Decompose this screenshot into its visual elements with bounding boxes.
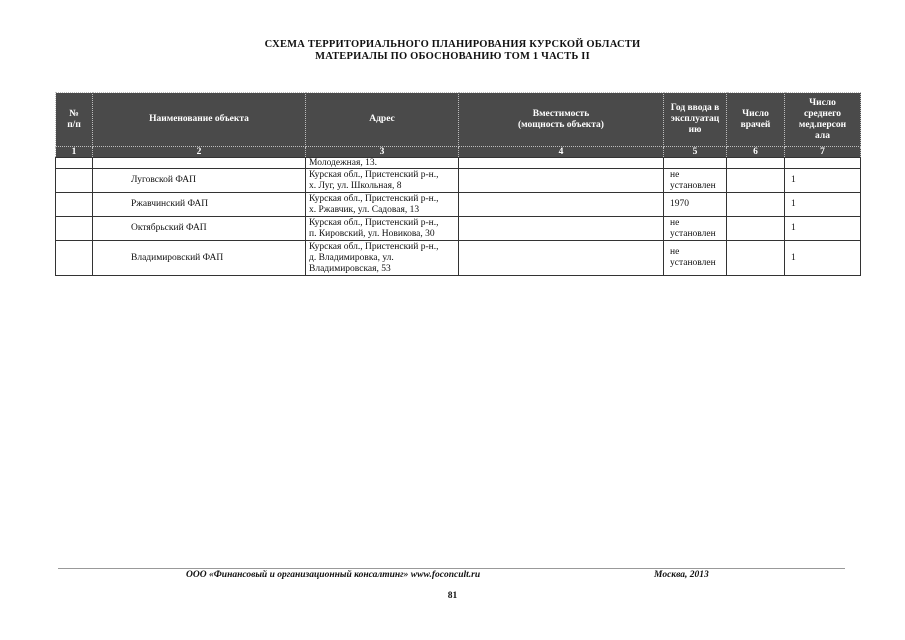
table-row [56,193,861,217]
page-number: 81 [447,591,458,601]
col-header-address: Адрес [306,93,459,147]
cell-medstaff: 1 [785,169,861,193]
cell-address: Молодежная, 13. [306,158,459,169]
cell-address: Курская обл., Пристенский р-н., п. Кировский, ул. Новикова, 30 [306,217,459,241]
cell-number [56,241,93,276]
cell-number [56,193,93,217]
cell-name: Октябрьский ФАП [93,217,306,241]
cell-number [56,217,93,241]
cell-doctors [727,241,785,276]
cell-doctors [727,169,785,193]
col-number: 2 [93,147,306,158]
col-header-doctors: Число врачей [727,93,785,147]
cell-doctors [727,217,785,241]
cell-year: не установлен [664,241,727,276]
col-number: 5 [664,147,727,158]
cell-number [56,158,93,169]
col-number: 7 [785,147,861,158]
table-row [56,217,861,241]
col-header-capacity: Вместимость (мощность объекта) [459,93,664,147]
facilities-table [55,92,861,276]
cell-medstaff: 1 [785,217,861,241]
cell-doctors [727,158,785,169]
cell-capacity [459,158,664,169]
col-header-year: Год ввода в эксплуатац ию [664,93,727,147]
document-header [0,39,905,63]
footer-location-year: Москва, 2013 [654,570,709,580]
cell-address: Курская обл., Пристенский р-н., д. Владимировка, ул. Владимировская, 53 [306,241,459,276]
table-row [56,169,861,193]
col-number: 3 [306,147,459,158]
footer-company: ООО «Финансовый и организационный консалтинг» www.foconcult.ru [186,570,481,580]
document-title: СХЕМА ТЕРРИТОРИАЛЬНОГО ПЛАНИРОВАНИЯ КУРСКОЙ ОБЛАСТИ [264,39,641,50]
cell-address: Курская обл., Пристенский р-н., х. Ржавчик, ул. Садовая, 13 [306,193,459,217]
col-header-number: № п/п [56,93,93,147]
document-subtitle: МАТЕРИАЛЫ ПО ОБОСНОВАНИЮ ТОМ 1 ЧАСТЬ II [315,51,590,62]
cell-name: Владимировский ФАП [93,241,306,276]
cell-medstaff [785,158,861,169]
cell-capacity [459,193,664,217]
table-header-row [56,93,861,147]
cell-capacity [459,217,664,241]
col-number: 6 [727,147,785,158]
cell-year: не установлен [664,169,727,193]
cell-name: Ржавчинский ФАП [93,193,306,217]
cell-year [664,158,727,169]
cell-year: 1970 [664,193,727,217]
cell-doctors [727,193,785,217]
footer-divider [58,568,845,569]
cell-capacity [459,241,664,276]
cell-address: Курская обл., Пристенский р-н., х. Луг, ул. Школьная, 8 [306,169,459,193]
cell-capacity [459,169,664,193]
cell-medstaff: 1 [785,241,861,276]
cell-number [56,169,93,193]
col-number: 4 [459,147,664,158]
table-row [56,241,861,276]
table-row [56,158,861,169]
col-header-name: Наименование объекта [93,93,306,147]
cell-name: Луговской ФАП [93,169,306,193]
cell-medstaff: 1 [785,193,861,217]
cell-name [93,158,306,169]
column-number-row [56,147,861,158]
col-header-medstaff: Число среднего мед.персон ала [785,93,861,147]
cell-year: не установлен [664,217,727,241]
col-number: 1 [56,147,93,158]
